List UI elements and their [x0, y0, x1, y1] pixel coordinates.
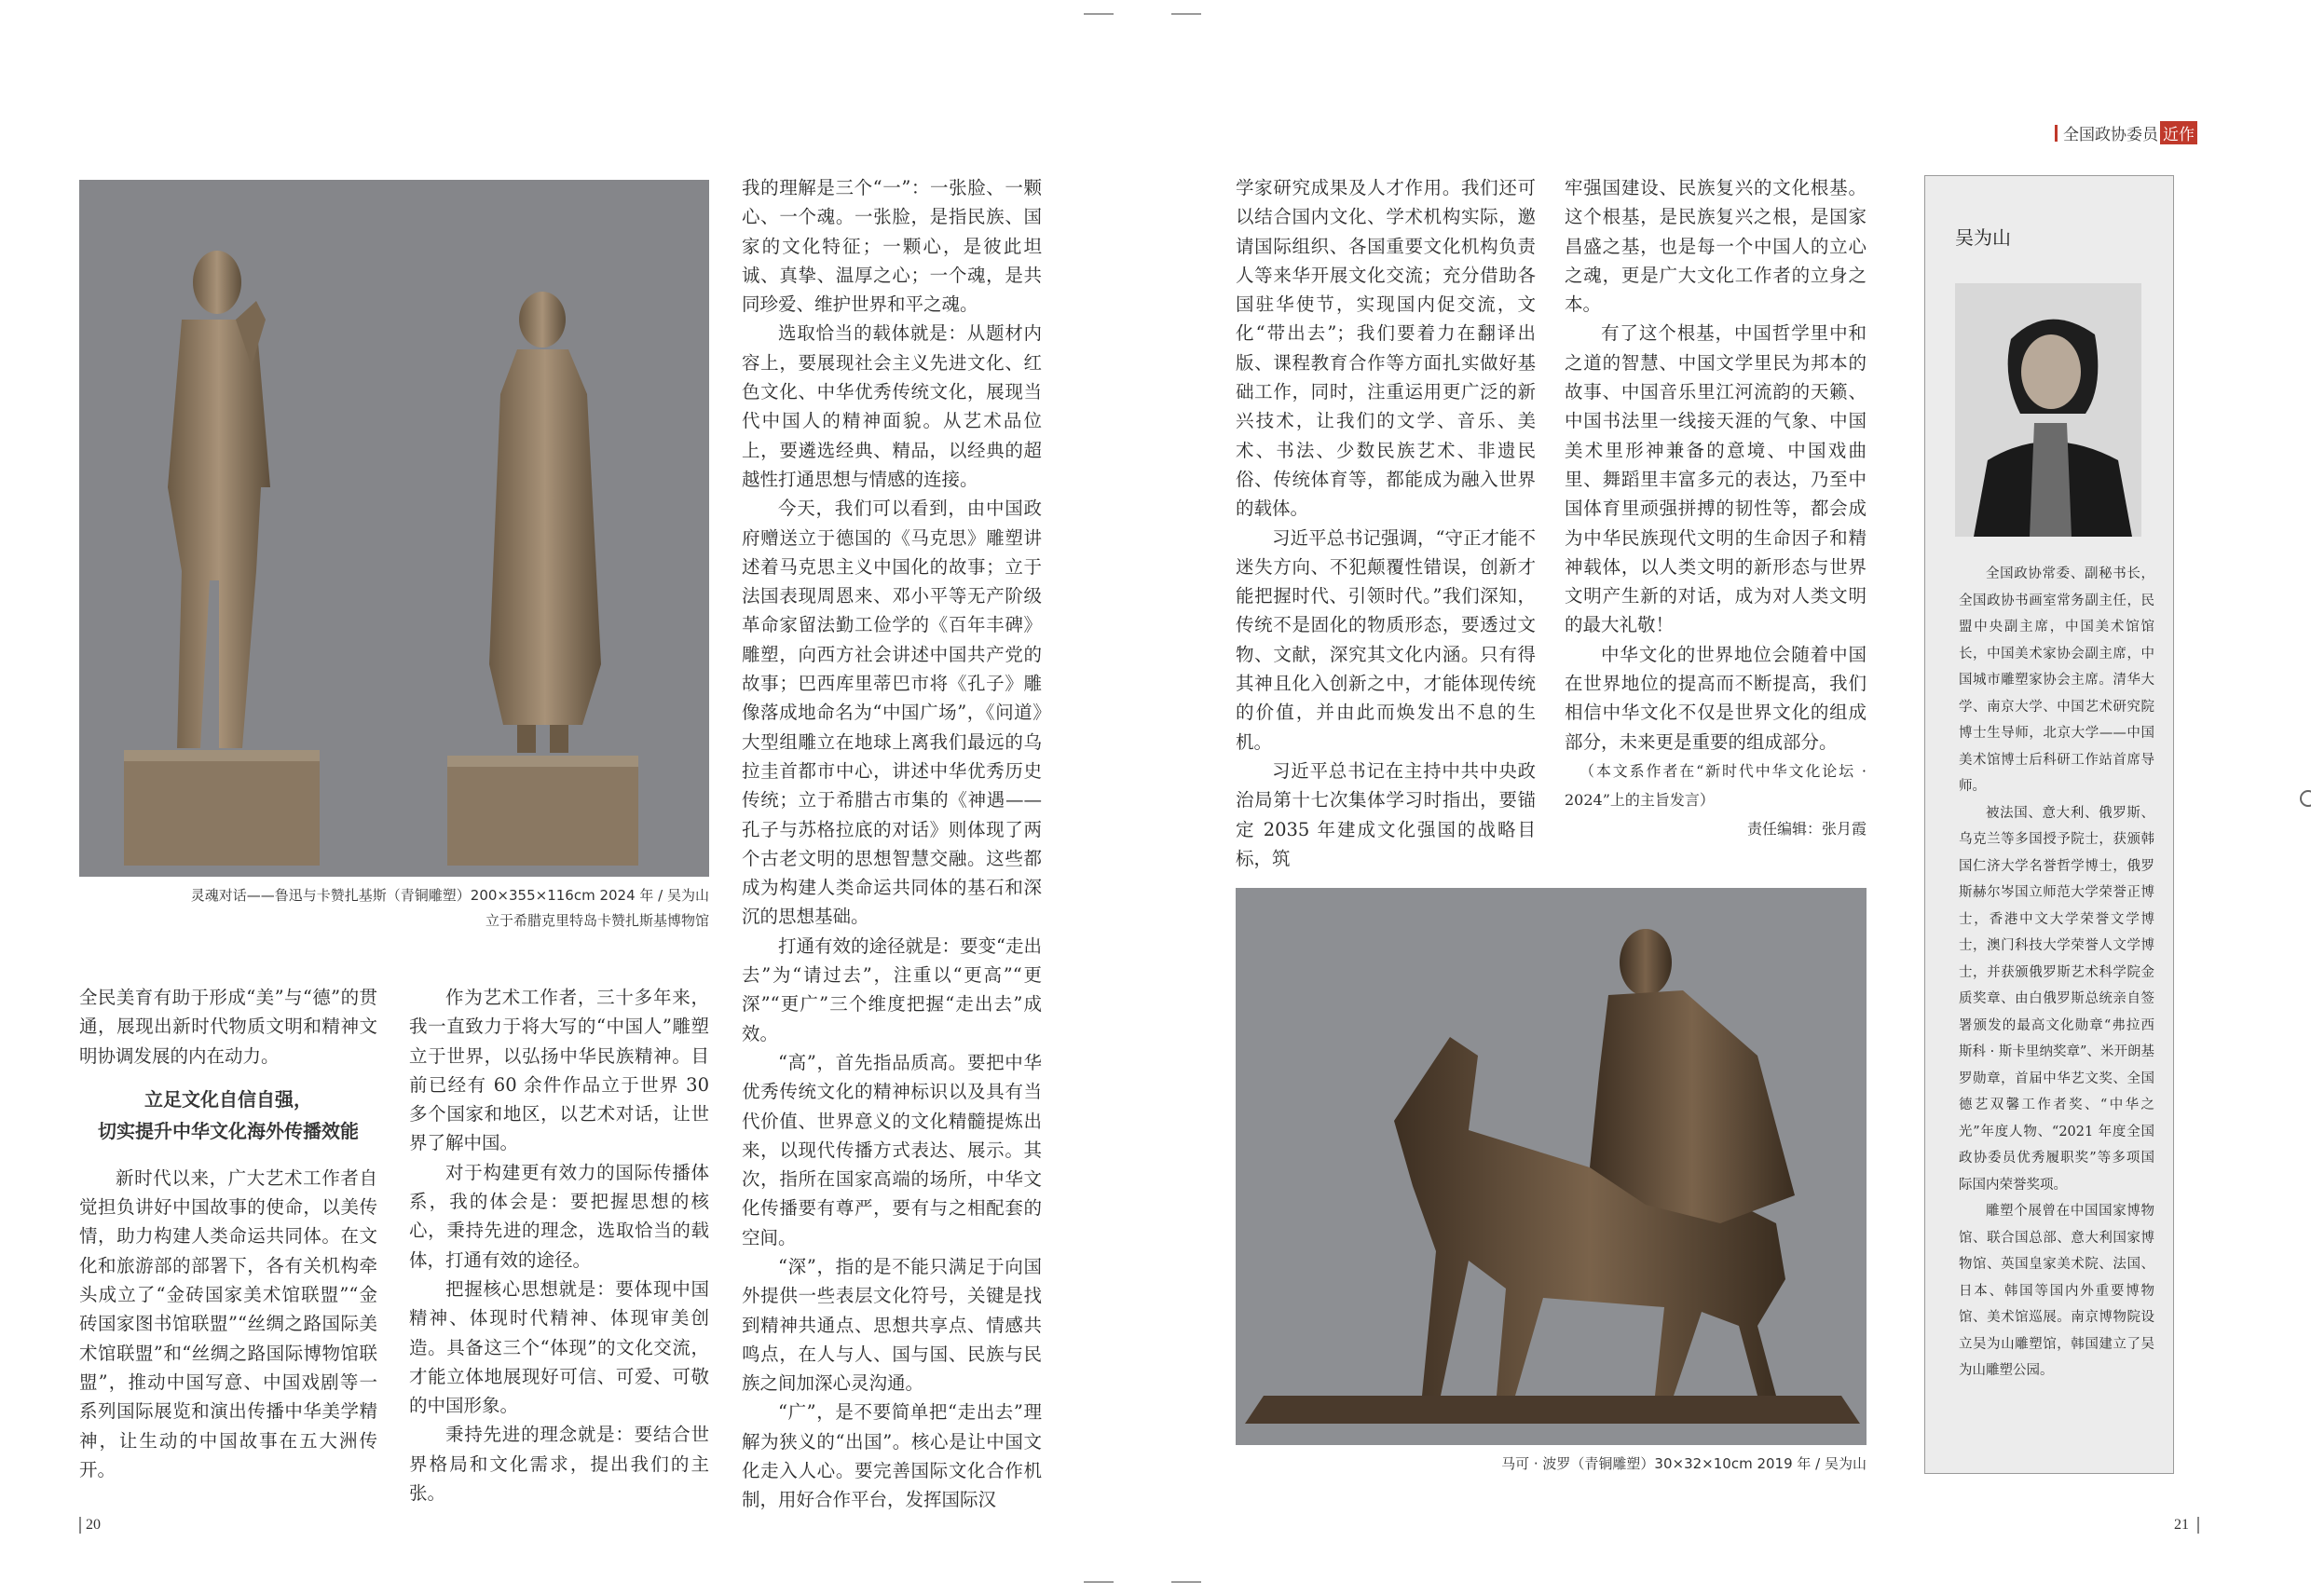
header-text: 全国政协委员 [2063, 126, 2158, 144]
crop-mark [1084, 1581, 1114, 1583]
col3-paragraph: “深”，指的是不能只满足于向国外提供一些表层文化符号，关键是找到精神共通点、思想共享点、情感共鸣点，在人与人、国与国、民族与民族之间加深心灵沟通。 [742, 1255, 1042, 1395]
bio-paragraph: 雕塑个展曾在中国国家博物馆、联合国总部、意大利国家博物馆、英国皇家美术院、法国、日本、韩国等国内外重要博物馆、美术馆巡展。南京博物院设立吴为山雕塑馆，韩国建立了吴为山雕塑公园。 [1959, 1204, 2154, 1378]
source-note: （本文系作者在“新时代中华文化论坛 · 2024”上的主旨发言） [1565, 761, 1867, 810]
column-1 [79, 983, 377, 1484]
page-number-bar [79, 1517, 81, 1534]
column-3 [742, 173, 1042, 1515]
sculpture-illustration [79, 180, 709, 877]
photo1-caption-line2: 立于希腊克里特岛卡赞扎斯基博物馆 [485, 912, 709, 929]
crop-mark [1084, 13, 1114, 15]
header-tag: 近作 [2160, 121, 2197, 144]
col4-paragraph: 习近平总书记强调，“守正才能不迷失方向、不犯颠覆性错误，创新才能把握时代、引领时代。”我们深知，传统不是固化的物质形态，要透过文物、文献，深究其文化内涵。只有得其神且化入创新之中，才能体现传统的价值，并由此而焕发出不息的生机。 [1236, 526, 1536, 753]
column-5 [1565, 173, 1867, 843]
col3-paragraph: 今天，我们可以看到，由中国政府赠送立于德国的《马克思》雕塑讲述着马克思主义中国化的故事；立于法国表现周恩来、邓小平等无产阶级革命家留法勤工俭学的《百年丰碑》雕塑，向西方社会讲述中国共产党的故事；巴西库里蒂巴市将《孔子》雕像落成地命名为“中国广场”，《问道》大型组雕立在地球上离我们最远的乌拉圭首都市中心，讲述中华优秀历史传统；立于希腊古市集的《神遇——孔子与苏格拉底的对话》则体现了两个古老文明的思想智慧交融。这些都成为构建人类命运共同体的基石和深沉的思想基础。 [742, 498, 1042, 928]
col2-paragraph: 把握核心思想就是：要体现中国精神、体现时代精神、体现审美创造。具备这三个“体现”的文化交流，才能立体地展现好可信、可爱、可敬的中国形象。 [409, 1277, 709, 1417]
section-heading [79, 1084, 377, 1147]
col1-paragraph: 新时代以来，广大艺术工作者自觉担负讲好中国故事的使命，以美传情，助力构建人类命运共同体。在文化和旅游部的部署下，各有关机构牵头成立了“金砖国家美术馆联盟”“金砖国家图书馆联盟”“丝绸之路国际美术馆联盟”和“丝绸之路国际博物馆联盟”，推动中国写意、中国戏剧等一系列国际展览和演出传播中华美学精神，让生动的中国故事在五大洲传开。 [79, 1166, 377, 1480]
horse-rider-illustration [1236, 888, 1867, 1445]
col3-paragraph: “高”，首先指品质高。要把中华优秀传统文化的精神标识以及具有当代价值、世界意义的文化精髓提炼出来，以现代传播方式表达、展示。其次，指所在国家高端的场所，中华文化传播要有尊严，要有与之相配套的空间。 [742, 1051, 1042, 1248]
header-bar [2055, 125, 2058, 142]
heading-line1: 立足文化自信自强， [144, 1087, 312, 1111]
crop-mark [1171, 13, 1201, 15]
heading-line2: 切实提升中华文化海外传播效能 [98, 1119, 359, 1142]
sculpture-photo-marco-polo [1236, 888, 1867, 1445]
registration-mark [2300, 790, 2311, 807]
author-name: 吴为山 [1955, 226, 2011, 249]
col3-paragraph: 打通有效的途径就是：要变“走出去”为“请过去”，注重以“更高”“更深”“更广”三个维度把握“走出去”成效。 [742, 934, 1042, 1044]
col2-paragraph: 对于构建更有效力的国际传播体系，我的体会是：要把握思想的核心，秉持先进的理念，选取恰当的载体，打通有效的途径。 [409, 1161, 709, 1271]
col2-paragraph: 作为艺术工作者，三十多年来，我一直致力于将大写的“中国人”雕塑立于世界，以弘扬中华民族精神。目前已经有 60 余件作品立于世界 30 多个国家和地区，以艺术对话，让世界了解中国。 [409, 987, 709, 1154]
col3-paragraph: 我的理解是三个“一”：一张脸、一颗心、一个魂。一张脸，是指民族、国家的文化特征；一颗心，是彼此坦诚、真挚、温厚之心；一个魂，是共同珍爱、维护世界和平之魂。 [742, 177, 1042, 316]
crop-mark [1171, 1581, 1201, 1583]
portrait-illustration [1955, 283, 2141, 537]
column-2 [409, 983, 709, 1507]
bio-paragraph: 被法国、意大利、俄罗斯、乌克兰等多国授予院士，获颁韩国仁济大学名誉哲学博士，俄罗斯赫尔岑国立师范大学荣誉正博士，香港中文大学荣誉文学博士，澳门科技大学荣誉人文学博士，并获颁俄罗斯艺术科学院金质奖章、由白俄罗斯总统亲自签署颁发的最高文化勋章“弗拉西斯科 · 斯卡里纳奖章”、米开朗基罗勋章，首届中华艺文奖、全国德艺双馨工作者奖、“中华之光”年度人物、“2021 年度全国政协委员优秀履职奖”等多项国际国内荣誉奖项。 [1959, 805, 2154, 1193]
col2-paragraph: 秉持先进的理念就是：要结合世界格局和文化需求，提出我们的主张。 [409, 1424, 709, 1505]
photo2-caption: 马可 · 波罗（青铜雕塑）30×32×10cm 2019 年 / 吴为山 [1501, 1455, 1867, 1472]
col5-paragraph: 有了这个根基，中国哲学里中和之道的智慧、中国文学里民为邦本的故事、中国音乐里江河流韵的天籁、中国书法里一线接天涯的气象、中国美术里形神兼备的意境、中国戏曲里、舞蹈里丰富多元的表达，乃至中国体育里顽强拼搏的韧性等，都会成为中华民族现代文明的生命因子和精神载体，以人类文明的新形态与世界文明产生新的对话，成为对人类文明的最大礼敬！ [1565, 322, 1867, 636]
page-number-right: 21 [2174, 1517, 2189, 1533]
col4-paragraph: 习近平总书记在主持中共中央政治局第十七次集体学习时指出，要锚定 2035 年建成文化强国的战略目标，筑 [1236, 759, 1536, 869]
col4-paragraph: 学家研究成果及人才作用。我们还可以结合国内文化、学术机构实际，邀请国际组织、各国重要文化机构负责人等来华开展文化交流；充分借助各国驻华使节，实现国内促交流，文化“带出去”；我们要着力在翻译出版、课程教育合作等方面扎实做好基础工作，同时，注重运用更广泛的新兴技术，让我们的文学、音乐、美术、书法、少数民族艺术、非遗民俗、传统体育等，都能成为融入世界的载体。 [1236, 177, 1536, 520]
column-4 [1236, 173, 1536, 873]
author-bio [1959, 561, 2154, 1385]
editor-credit: 责任编辑：张月霞 [1746, 819, 1867, 838]
col5-paragraph: 中华文化的世界地位会随着中国在世界地位的提高而不断提高，我们相信中华文化不仅是世界文化的组成部分，未来更是重要的组成部分。 [1565, 643, 1867, 753]
col3-paragraph: 选取恰当的载体就是：从题材内容上，要展现社会主义先进文化、红色文化、中华优秀传统文化，展现当代中国人的精神面貌。从艺术品位上，要遴选经典、精品，以经典的超越性打通思想与情感的连接。 [742, 322, 1042, 490]
page-number-bar [2197, 1517, 2199, 1534]
sculpture-photo-lu-xun-kazantzakis [79, 180, 709, 877]
page-number-left: 20 [86, 1517, 101, 1533]
col3-paragraph: “广”，是不要简单把“走出去”理解为狭义的“出国”。核心是让中国文化走入人心。要完善国际文化合作机制，用好合作平台，发挥国际汉 [742, 1401, 1042, 1511]
author-portrait [1955, 283, 2141, 537]
author-sidebar [1924, 175, 2174, 1474]
bio-paragraph: 全国政协常委、副秘书长，全国政协书画室常务副主任，民盟中央副主席，中国美术馆馆长，中国美术家协会副主席，中国城市雕塑家协会主席。清华大学、南京大学、中国艺术研究院博士生导师，北京大学——中国美术馆博士后科研工作站首席导师。 [1959, 566, 2154, 794]
section-header [2055, 121, 2197, 144]
photo1-caption [79, 883, 709, 934]
col1-paragraph: 全民美育有助于形成“美”与“德”的贯通，展现出新时代物质文明和精神文明协调发展的内在动力。 [79, 987, 377, 1067]
col5-paragraph: 牢强国建设、民族复兴的文化根基。这个根基，是民族复兴之根，是国家昌盛之基，也是每一个中国人的立心之魂，更是广大文化工作者的立身之本。 [1565, 177, 1867, 316]
photo1-caption-line1: 灵魂对话——鲁迅与卡赞扎基斯（青铜雕塑）200×355×116cm 2024 年 / 吴为山 [190, 887, 709, 904]
